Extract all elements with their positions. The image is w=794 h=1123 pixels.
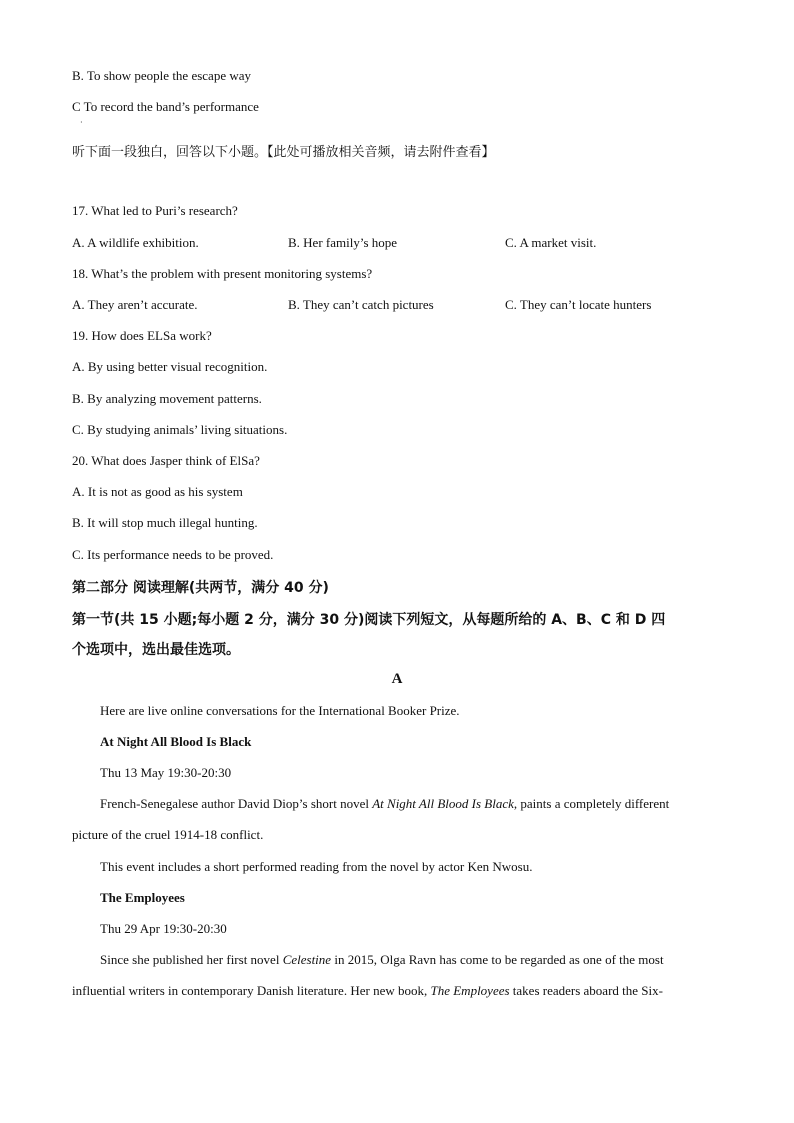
- text-run: in 2015, Olga Ravn has come to be regarded as one of the most: [331, 952, 664, 967]
- section-one-instruction-line1: 第一节(共 15 小题;每小题 2 分，满分 30 分)阅读下列短文，从每题所给的 A、B、C 和 D 四: [72, 612, 666, 628]
- question-19-option-a: A. By using better visual recognition.: [72, 359, 268, 374]
- option-c-previous: C To record the band’s performance: [72, 99, 259, 114]
- event-1-time: Thu 13 May 19:30-20:30: [100, 765, 232, 780]
- passage-letter: A: [391, 671, 403, 687]
- part-two-title: 第二部分 阅读理解(共两节，满分 40 分): [72, 580, 329, 596]
- event-1-title: At Night All Blood Is Black: [100, 734, 252, 749]
- text-run: French-Senegalese author David Diop’s short novel: [100, 796, 373, 811]
- option-a: A. A wildlife exhibition.: [72, 235, 199, 250]
- stray-mark: ·: [80, 118, 83, 127]
- text-run: takes readers aboard the Six-: [509, 983, 663, 998]
- option-b: B. They can’t catch pictures: [288, 297, 434, 312]
- event-1-description-line2: picture of the cruel 1914-18 conflict.: [72, 827, 264, 842]
- question-19-option-b: B. By analyzing movement patterns.: [72, 391, 262, 406]
- passage-intro: Here are live online conversations for the International Booker Prize.: [100, 703, 460, 718]
- option-c: C. They can’t locate hunters: [505, 297, 652, 312]
- book-title: The Employees: [430, 983, 510, 998]
- option-a: A. They aren’t accurate.: [72, 297, 198, 312]
- question-20-option-b: B. It will stop much illegal hunting.: [72, 515, 258, 530]
- question-20-option-a: A. It is not as good as his system: [72, 484, 243, 499]
- option-b: B. Her family’s hope: [288, 235, 398, 250]
- question-19: 19. How does ELSa work?: [72, 328, 212, 343]
- event-2-title: The Employees: [100, 890, 185, 905]
- text-run: influential writers in contemporary Danish literature. Her new book,: [72, 983, 431, 998]
- option-c: C. A market visit.: [505, 235, 597, 250]
- listening-instruction: 听下面一段独白，回答以下小题。【此处可播放相关音频，请去附件查看】: [72, 145, 495, 160]
- event-2-time: Thu 29 Apr 19:30-20:30: [100, 921, 227, 936]
- novel-title: Celestine: [282, 952, 332, 967]
- section-one-instruction-line2: 个选项中，选出最佳选项。: [72, 642, 240, 658]
- question-20: 20. What does Jasper think of ElSa?: [72, 453, 260, 468]
- question-20-option-c: C. Its performance needs to be proved.: [72, 547, 274, 562]
- question-19-option-c: C. By studying animals’ living situations.: [72, 422, 288, 437]
- event-2-description-line2: [72, 983, 663, 999]
- event-1-reading-note: This event includes a short performed reading from the novel by actor Ken Nwosu.: [100, 859, 533, 874]
- novel-title: At Night All Blood Is Black: [372, 796, 514, 811]
- option-b-previous: B. To show people the escape way: [72, 68, 251, 83]
- question-17: 17. What led to Puri’s research?: [72, 203, 238, 218]
- text-run: , paints a completely different: [513, 796, 670, 811]
- question-18: 18. What’s the problem with present monitoring systems?: [72, 266, 373, 281]
- event-2-description-line1: [100, 952, 664, 968]
- text-run: Since she published her first novel: [100, 952, 283, 967]
